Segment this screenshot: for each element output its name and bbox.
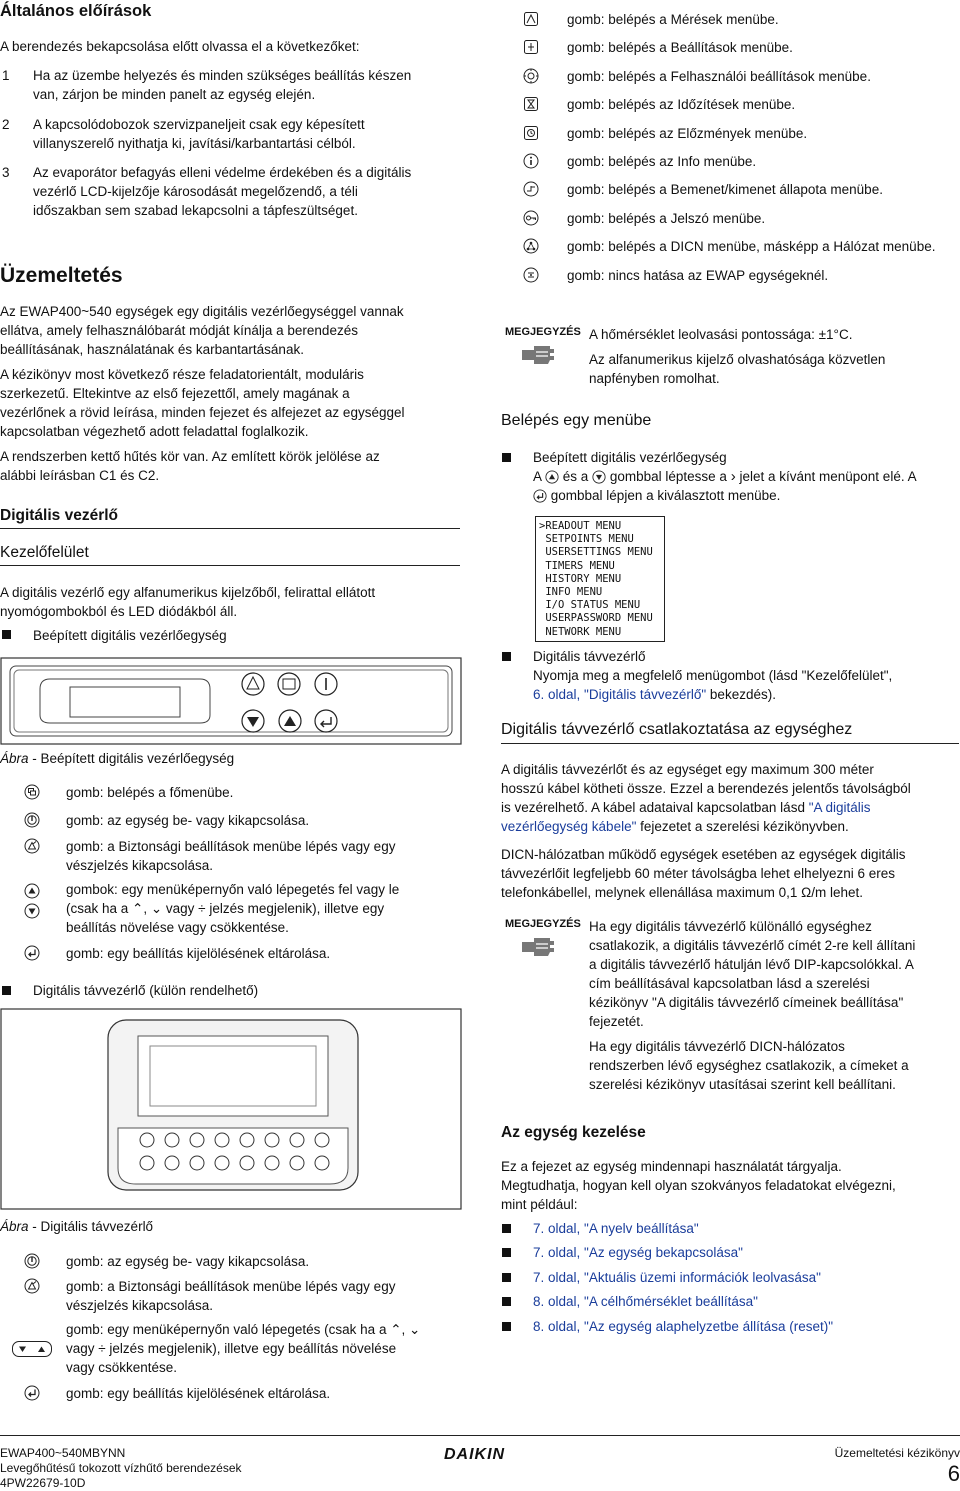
key-description	[66, 1252, 461, 1271]
text-line: gomb: az egység be- vagy kikapcsolása.	[66, 813, 310, 828]
lcd-line: INFO MENU	[539, 586, 603, 599]
text-line: (csak ha a ⌃, ⌄ vagy ÷ jelzés megjelenik), illetve egy	[66, 901, 385, 916]
menu-key-description: gomb: belépés az Időzítések menübe.	[567, 97, 796, 113]
text-line: Ez a fejezet az egység mindennapi használatát tárgyalja.	[501, 1159, 842, 1174]
text-line: alábbi leírásban C1 és C2.	[0, 468, 160, 483]
text-line: vagy csökkentése.	[66, 1360, 178, 1375]
figure-caption-remote: Ábra - Digitális távvezérlő	[0, 1219, 154, 1234]
timers-icon	[523, 96, 539, 112]
lcd-display	[535, 516, 665, 642]
text-line: vezérlőnek a rövid leírása, minden fejezet és alfejezet az egységgel	[0, 405, 405, 420]
chapter-link[interactable]: 7. oldal, "Aktuális üzemi információk leolvasása"	[533, 1269, 821, 1285]
list-item-text	[33, 115, 460, 153]
chapter-link[interactable]: 8. oldal, "Az egység alaphelyzetbe állítása (reset)"	[533, 1318, 833, 1334]
section-title-digital-controller: Digitális vezérlő	[0, 507, 460, 529]
text-line: telefonkábellel, melynek ellenállása maximum 0,1 Ω/m lehet.	[501, 885, 864, 900]
note1-accuracy: A hőmérséklet leolvasási pontossága: ±1°C.	[589, 327, 853, 342]
remote-up-down-icon	[12, 1341, 52, 1357]
remote-menu-line-2: 6. oldal, "Digitális távvezérlő" bekezdés).	[533, 687, 776, 702]
bullet-marker	[502, 1273, 511, 1282]
key-description	[66, 837, 461, 875]
note-hand-icon	[520, 932, 556, 958]
daikin-logo: DAIKIN	[444, 1446, 506, 1463]
usersettings-icon	[523, 68, 539, 84]
info-icon	[523, 153, 539, 169]
key-description	[66, 880, 461, 937]
section-title-unit-operation: Az egység kezelése	[501, 1124, 646, 1141]
connect-paragraph-1	[501, 760, 959, 836]
down-arrow-icon	[592, 470, 606, 484]
enter-icon	[24, 945, 40, 961]
section-title-operation: Üzemeltetés	[0, 264, 123, 287]
text-line: vészjelzés kikapcsolása.	[66, 858, 214, 873]
text-line: gomb: az egység be- vagy kikapcsolása.	[66, 1254, 310, 1269]
text-fragment: is vezérelhető. A kábel adataival kapcsolatban lásd	[501, 800, 809, 815]
power-icon	[24, 1253, 40, 1269]
text-line: ellátva, amely felhasználóbarát módját kínálja a berendezés	[0, 323, 358, 338]
menu-key-description: gomb: belépés a Felhasználói beállítások menübe.	[567, 68, 871, 84]
text-line: időszakban sem szabad lekapcsolni a tápfeszültséget.	[33, 203, 358, 218]
text-line: A kapcsolódobozok szervizpaneljeit csak egy képesített	[33, 117, 365, 132]
text-line: napfényben romolhat.	[589, 371, 720, 386]
text-line: nyomógombokból és LED diódákból áll.	[0, 604, 238, 619]
text-line: a digitális távvezérlő hátulján lévő DIP-kapcsolókkal. A	[589, 957, 914, 972]
list-item-text	[33, 66, 460, 104]
text-line: Az EWAP400~540 egységek egy digitális vezérlőegységgel vannak	[0, 304, 404, 319]
lcd-line: I/O STATUS MENU	[539, 599, 641, 612]
section-title-enter-menu: Belépés egy menübe	[501, 412, 652, 429]
enter-icon	[24, 1385, 40, 1401]
bullet-marker	[502, 1297, 511, 1306]
text-line: beállításának, használatának és karbantartásának.	[0, 342, 304, 357]
power-icon	[24, 812, 40, 828]
cable-link[interactable]: vezérlőegység kábele"	[501, 819, 637, 834]
list-number: 2	[2, 117, 10, 132]
note-hand-icon	[520, 340, 556, 366]
text-line: gomb: egy menüképernyőn való lépegetés (csak ha a ⌃, ⌄	[66, 1322, 421, 1337]
builtin-controller-drawing	[0, 657, 462, 745]
chapter-link[interactable]: 7. oldal, "A nyelv beállítása"	[533, 1221, 699, 1236]
remote-link[interactable]: 6. oldal, "Digitális távvezérlő"	[533, 687, 707, 702]
password-icon	[523, 210, 539, 226]
bullet-marker	[502, 1224, 511, 1233]
connect-paragraph-2	[501, 845, 959, 902]
text-fragment: fejezetet a szerelési kézikönyvben.	[636, 819, 849, 834]
chapter-link[interactable]: 8. oldal, "A célhőmérséklet beállítása"	[533, 1294, 758, 1310]
text-line: csatlakozik, a digitális távvezérlő címét 2-re kell állítani	[589, 938, 916, 953]
text-line: A digitális vezérlő egy alfanumerikus kijelzőből, felirattal ellátott	[0, 585, 376, 600]
alarm-icon	[24, 1278, 40, 1294]
text-line	[501, 798, 959, 817]
text-line: gombok: egy menüképernyőn való lépegetés fel vagy le	[66, 882, 400, 897]
operation-paragraph-1	[0, 302, 460, 359]
operation-paragraph-2	[0, 365, 460, 441]
remote-menu-line: Nyomja meg a megfelelő menügombot (lásd "Kezelőfelület",	[533, 668, 893, 683]
list-item-text	[33, 163, 460, 220]
text-line: villanyszerelő nyithatja ki, javítási/karbantartási célból.	[33, 136, 356, 151]
text-line: DICN-hálózatban működő egységek esetében az egységek digitális	[501, 847, 906, 862]
key-description	[66, 1320, 461, 1377]
text-line: beállítás növelése vagy csökkentése.	[66, 920, 289, 935]
menu-key-description: gomb: belépés a Mérések menübe.	[567, 12, 779, 27]
section-title-general: Általános előírások	[0, 2, 152, 20]
text-line: gomb: egy beállítás kijelölésének eltárolása.	[66, 946, 331, 961]
text-line: A rendszerben kettő hűtés kör van. Az említett körök jelölése az	[0, 449, 380, 464]
menu-icon	[24, 784, 40, 800]
key-description	[66, 1384, 461, 1403]
menu-key-description: gomb: belépés a Beállítások menübe.	[567, 40, 793, 56]
text-line: cím beállításával kapcsolatban lásd a szerelési	[589, 976, 870, 991]
text-line: van, zárjon be minden panelt az egység elején.	[33, 87, 316, 102]
menu-key-description: gomb: nincs hatása az EWAP egységeknél.	[567, 267, 829, 283]
text-line: gomb: belépés a főmenübe.	[66, 785, 234, 800]
footer-description: Levegőhűtésű tokozott vízhűtő berendezések	[0, 1461, 242, 1475]
text-line: Ha egy digitális távvezérlő különálló egységhez	[589, 919, 872, 934]
text-line: szerelési kézikönyv utasításai szerint kell beállítani.	[589, 1077, 896, 1092]
menu-key-description: gomb: belépés a Bemenet/kimenet állapota menübe.	[567, 182, 883, 198]
lcd-line: TIMERS MENU	[539, 559, 615, 572]
footer-code: 4PW22679-10D	[0, 1476, 86, 1490]
enter-instructions-line-2: gombbal lépjen a kiválasztott menübe.	[533, 486, 780, 505]
enter-key-icon	[533, 489, 547, 503]
cable-link[interactable]: "A digitális	[808, 800, 871, 815]
bullet-marker	[2, 986, 11, 995]
text-line: fejezetét.	[589, 1014, 644, 1029]
enter-instructions-line: A és a gombbal léptesse a › jelet a kívánt menüpont elé. A	[533, 468, 917, 485]
key-description	[66, 811, 461, 830]
lcd-line: HISTORY MENU	[539, 572, 622, 585]
list-number: 1	[2, 68, 10, 83]
builtin-controller-label: Beépített digitális vezérlőegység	[33, 628, 227, 643]
cursor-marker-icon: ›	[730, 468, 736, 485]
menu-key-description: gomb: belépés az Info menübe.	[567, 154, 757, 169]
text-line: vagy ÷ jelzés megjelenik), illetve egy beállítás növelése	[66, 1341, 397, 1356]
bullet-marker	[502, 1322, 511, 1331]
key-description	[66, 1277, 461, 1315]
text-line: Ha az üzembe helyezés és minden szükséges beállítás készen	[33, 68, 412, 83]
text-line: vezérlő LCD-kijelzője károsodását megelőzendő, a téli	[33, 184, 358, 199]
text-line: Az evaporátor befagyás elleni védelme érdekében és a digitális	[33, 165, 412, 180]
figure-caption-builtin: Ábra - Beépített digitális vezérlőegység	[0, 751, 235, 766]
section-title-connect: Digitális távvezérlő csatlakoztatása az egységhez	[501, 721, 959, 744]
menu-key-description: gomb: belépés a Jelszó menübe.	[567, 210, 766, 226]
text-line: rendszerben lévő egységhez csatlakozik, a címeket a	[589, 1058, 909, 1073]
history-icon	[523, 125, 539, 141]
text-line: hosszú kábel kötheti össze. Ezzel a berendezés jelentős távolságból	[501, 781, 911, 796]
text-line: szerkezetű. Eltekintve az első fejezettől, amely magának a	[0, 386, 350, 401]
key-description	[66, 944, 461, 963]
menu-key-description: gomb: belépés a DICN menübe, másképp a Hálózat menübe.	[567, 239, 936, 255]
operation-paragraph-3	[0, 447, 460, 485]
chapter-link[interactable]: 7. oldal, "Az egység bekapcsolása"	[533, 1245, 743, 1261]
remote-controller-drawing	[0, 1008, 462, 1210]
intro-text: A berendezés bekapcsolása előtt olvassa el a következőket:	[0, 39, 360, 54]
text-line: Ha egy digitális távvezérlő DICN-hálózatos	[589, 1039, 845, 1054]
note1-readability	[589, 350, 952, 388]
section-title-interface: Kezelőfelület	[0, 544, 460, 566]
text-line: kapcsolatban végezhető adott feladattal foglalkozik.	[0, 424, 309, 439]
lcd-line: >READOUT MENU	[539, 520, 622, 532]
note-label: MEGJEGYZÉS	[505, 918, 581, 930]
text-line: Az alfanumerikus kijelző olvashatósága közvetlen	[589, 352, 886, 367]
up-arrow-icon	[545, 470, 559, 484]
alarm-icon	[24, 838, 40, 854]
text-line: Megtudhatja, hogyan kell olyan szokványos feladatokat elvégezni,	[501, 1178, 896, 1193]
text-line: A kézikönyv most következő része feladatorientált, moduláris	[0, 367, 364, 382]
enter-builtin-label: Beépített digitális vezérlőegység	[533, 450, 727, 465]
lcd-line: SETPOINTS MENU	[539, 533, 634, 546]
bullet-marker	[502, 1248, 511, 1257]
page-number: 6	[947, 1461, 960, 1486]
footer-manual: Üzemeltetési kézikönyv	[834, 1446, 960, 1460]
note2-paragraph-2	[589, 1037, 952, 1094]
bullet-marker	[502, 652, 511, 661]
footer-model: EWAP400~540MBYNN	[0, 1446, 126, 1460]
remote-controller-label: Digitális távvezérlő (külön rendelhető)	[33, 983, 259, 998]
text-line: A digitális távvezérlőt és az egységet egy maximum 300 méter	[501, 762, 874, 777]
lcd-line: NETWORK MENU	[539, 625, 622, 638]
remote-menu-label: Digitális távvezérlő	[533, 649, 646, 664]
list-number: 3	[2, 165, 10, 180]
lcd-line: USERSETTINGS MENU	[539, 546, 653, 559]
text-line	[501, 817, 959, 836]
down-arrow-icon	[24, 903, 40, 919]
footer-rule	[0, 1435, 960, 1436]
setpoints-icon	[523, 39, 539, 55]
text-line: távvezérlőit legfeljebb 60 méter távolságba lehet elhelyezni 6 eres	[501, 866, 895, 881]
menu-key-description: gomb: belépés az Előzmények menübe.	[567, 125, 808, 141]
text-line: gomb: egy beállítás kijelölésének eltárolása.	[66, 1386, 331, 1401]
unit-paragraph	[501, 1157, 959, 1214]
bullet-marker	[502, 453, 511, 462]
text-line: gomb: a Biztonsági beállítások menübe lépés vagy egy	[66, 1279, 396, 1294]
blank-icon	[523, 267, 539, 283]
note2-paragraph-1	[589, 917, 952, 1031]
text-line: vészjelzés kikapcsolása.	[66, 1298, 214, 1313]
note-label: MEGJEGYZÉS	[505, 326, 581, 338]
text-line: kézikönyv "A digitális távvezérlő címeinek beállítása"	[589, 995, 904, 1010]
io-icon	[523, 181, 539, 197]
bullet-marker	[2, 630, 11, 639]
key-description	[66, 783, 461, 802]
text-line: mint például:	[501, 1197, 578, 1212]
up-arrow-icon	[24, 883, 40, 899]
network-icon	[523, 238, 539, 254]
lcd-line: USERPASSWORD MENU	[539, 612, 653, 625]
interface-paragraph	[0, 583, 460, 621]
text-line: gomb: a Biztonsági beállítások menübe lépés vagy egy	[66, 839, 396, 854]
readout-icon	[523, 11, 539, 27]
